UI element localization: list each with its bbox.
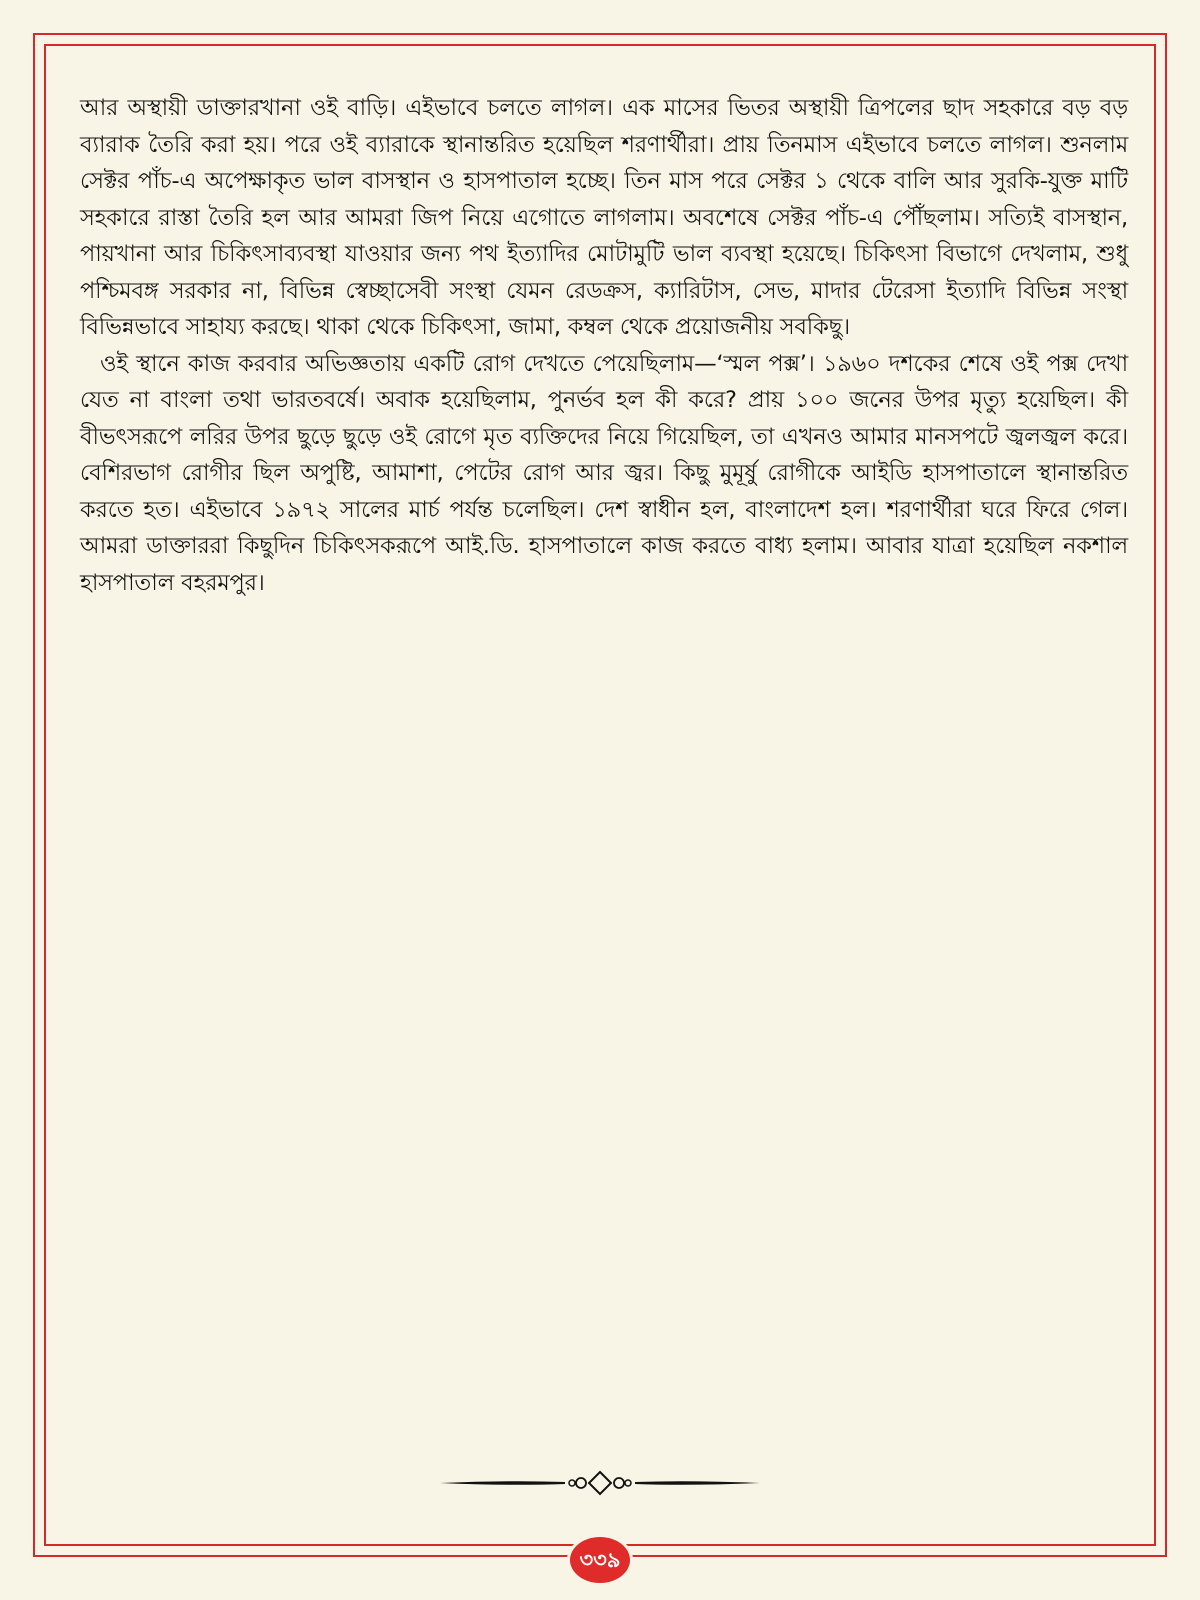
- divider-ornament: [440, 1468, 760, 1498]
- body-text: [80, 90, 1128, 601]
- paragraph-1: আর অস্থায়ী ডাক্তারখানা ওই বাড়ি। এইভাবে চলতে লাগল। এক মাসের ভিতর অস্থায়ী ত্রিপলের ছাদ সহকারে বড় বড় ব্যারাক তৈরি করা হয়। পরে ওই ব্যারাকে স্থানান্তরিত হয়েছিল শরণার্থীরা। প্রায় তিনমাস এইভাবে চলতে লাগল। শুনলাম সেক্টর পাঁচ-এ অপেক্ষাকৃত ভাল বাসস্থান ও হাসপাতাল হচ্ছে। তিন মাস পরে সেক্টর ১ থেকে বালি আর সুরকি-যুক্ত মাটি সহকারে রাস্তা তৈরি হল আর আমরা জিপ নিয়ে এগোতে লাগলাম। অবশেষে সেক্টর পাঁচ-এ পৌঁছলাম। সত্যিই বাসস্থান, পায়খানা আর চিকিৎসাব্যবস্থা যাওয়ার জন্য পথ ইত্যাদির মোটামুটি ভাল ব্যবস্থা হয়েছে। চিকিৎসা বিভাগে দেখলাম, শুধু পশ্চিমবঙ্গ সরকার না, বিভিন্ন স্বেচ্ছাসেবী সংস্থা যেমন রেডক্রস, ক্যারিটাস, সেভ, মাদার টেরেসা ইত্যাদি বিভিন্ন সংস্থা বিভিন্নভাবে সাহায্য করছে। থাকা থেকে চিকিৎসা, জামা, কম্বল থেকে প্রয়োজনীয় সবকিছু।: [80, 95, 1128, 340]
- page-number-badge: ৩৩৯: [570, 1537, 630, 1583]
- paragraph-2: ওই স্থানে কাজ করবার অভিজ্ঞতায় একটি রোগ দেখতে পেয়েছিলাম—‘স্মল পক্স’। ১৯৬০ দশকের শেষে ওই পক্স দেখা যেত না বাংলা তথা ভারতবর্ষে। অবাক হয়েছিলাম, পুনর্ভব হল কী করে? প্রায় ১০০ জনের উপর মৃত্যু হয়েছিল। কী বীভৎসরূপে লরির উপর ছুড়ে ছুড়ে ওই রোগে মৃত ব্যক্তিদের নিয়ে গিয়েছিল, তা এখনও আমার মানসপটে জ্বলজ্বল করে। বেশিরভাগ রোগীর ছিল অপুষ্টি, আমাশা, পেটের রোগ আর জ্বর। কিছু মুমূর্ষু রোগীকে আইডি হাসপাতালে স্থানান্তরিত করতে হত। এইভাবে ১৯৭২ সালের মার্চ পর্যন্ত চলেছিল। দেশ স্বাধীন হল, বাংলাদেশ হল। শরণার্থীরা ঘরে ফিরে গেল। আমরা ডাক্তাররা কিছুদিন চিকিৎসকরূপে আই.ডি. হাসপাতালে কাজ করতে বাধ্য হলাম। আবার যাত্রা হয়েছিল নকশাল হাসপাতাল বহরমপুর।: [80, 350, 1128, 596]
